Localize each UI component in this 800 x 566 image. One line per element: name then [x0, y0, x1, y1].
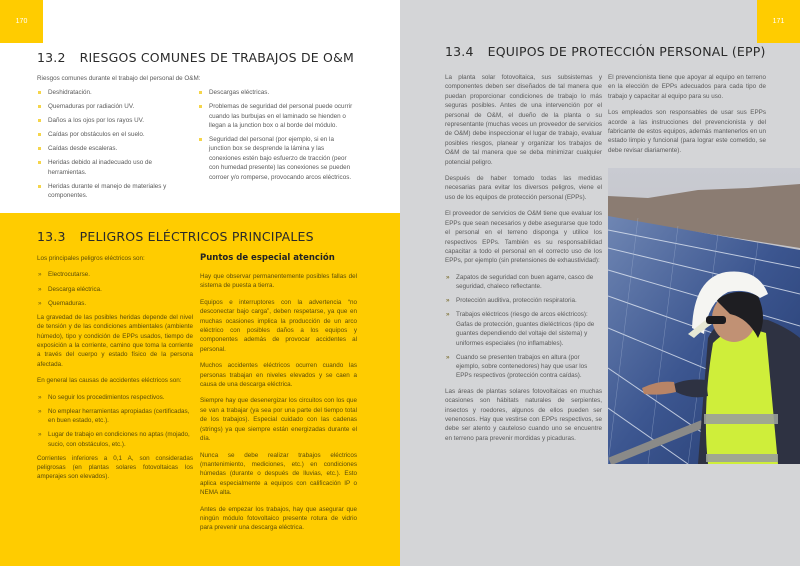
page-number-tab [757, 0, 800, 43]
paragraph: Después de haber tomado todas las medidas necesarias para evitar los diversos peligros, viene el uso de los equipos de protección personal (EPPs). [445, 175, 602, 201]
paragraph: La planta solar fotovoltaica, sus subsistemas y componentes deben ser diseñados de tal manera que puedan proporcionar condiciones de trabajo lo más seguras posibles. Antes de una intervención por el personal de O&M, el dueño de la planta o su representante (muchas veces un proveedor de servicios de O&M) debe inspeccionar el lugar de trabajo, evaluar posibles riesgos, planear y organizar los trabajos de O&M de tal manera que se deba minimizar cualquier potencial peligro. [445, 74, 602, 166]
section-title: RIESGOS COMUNES DE TRABAJOS DE O&M [79, 50, 355, 65]
list-item: Caídas desde escaleras. [37, 144, 177, 153]
list-item: » Quemaduras. [37, 299, 193, 308]
paragraph: Las áreas de plantas solares fotovoltaicas en muchas ocasiones son hábitats naturales de serpientes, insectos y roedores, algunos de ellos pueden ser venenosos. Hay que vestirse con EPPs respectivos, se debe ser atento y cauteloso cuando uno se encuentre en terreno para prevenir mordidas y picaduras. [445, 387, 602, 442]
list-item: » No emplear herramientas apropiadas (certificadas, en buen estado, etc.). [37, 407, 193, 426]
section-title: EQUIPOS DE PROTECCIÓN PERSONAL (EPP) [487, 44, 766, 59]
callout-paragraph: Muchos accidentes eléctricos ocurren cuando las personas trabajan en niveles elevados y se caen a causa de una descarga eléctrica. [200, 362, 357, 389]
section-number: 13.2 [37, 50, 66, 65]
list-item: Daños a los ojos por los rayos UV. [37, 116, 177, 125]
paragraph: El proveedor de servicios de O&M tiene que evaluar los EPPs que sean necesarios y debe asegurarse que todo el personal en el terreno disponga y utilice los respectivos EPPs. También es su responsabilidad capacitar a todo el personal en el correcto uso de los EPPs, por ejemplo (sin pretensiones de exhaustividad): [445, 210, 602, 265]
list-item: Heridas debido al inadecuado uso de herramientas. [37, 158, 177, 177]
hazards-intro: Los principales peligros eléctricos son: [37, 255, 145, 262]
list-item: » Protección auditiva, protección respiratoria. [445, 296, 602, 305]
yellow-section-band [0, 213, 400, 566]
list-item: Problemas de seguridad del personal puede ocurrir cuando las burbujas en el laminado se hienden o llegan a la junction box o al borde del módulo. [198, 102, 353, 130]
solar-worker-photo [608, 168, 800, 464]
photo-illustration [608, 168, 800, 464]
callout-paragraph: Hay que observar permanentemente posibles fallas del sistema de puesta a tierra. [200, 273, 357, 290]
page-number: 170 [15, 18, 28, 25]
callout-paragraph: Siempre hay que desenergizar los circuitos con los que se van a trabajar (ya sea por una parte del tiempo total de los trabajos). Especial cuidado con las cadenas (strings) ya que siempre están energizadas durante el día. [200, 397, 357, 443]
callout-title: Puntos de especial atención [200, 253, 335, 263]
section-intro: Riesgos comunes durante el trabajo del personal de O&M: [37, 75, 201, 82]
section-number: 13.3 [37, 229, 66, 244]
list-item: Deshidratación. [37, 88, 177, 97]
hazards-list [37, 270, 193, 308]
callout-paragraph: Nunca se debe realizar trabajos eléctricos (mantenimiento, mediciones, etc.) en condiciones húmedas (durante o después de lluvias, etc.). Esto aplica especialmente a equipos con calificación IP o NEMA alta. [200, 451, 357, 497]
page-number-tab [0, 0, 43, 43]
list-item: » No seguir los procedimientos respectivos. [37, 393, 193, 402]
list-item: » Descarga eléctrica. [37, 285, 193, 294]
list-item: » Cuando se presenten trabajos en altura (por ejemplo, sobre contenedores) hay que usar los EPPs respectivos (protección contra caídas). [445, 353, 602, 381]
list-item: Quemaduras por radiación UV. [37, 102, 177, 111]
epp-column-left [445, 73, 602, 450]
hazards-column [37, 254, 193, 489]
page-number: 171 [772, 18, 785, 25]
section-title: PELIGROS ELÉCTRICOS PRINCIPALES [79, 229, 314, 244]
causes-list [37, 393, 193, 449]
risk-list-col2 [198, 88, 353, 187]
section-heading-13-3 [37, 229, 314, 244]
list-item: » Lugar de trabajo en condiciones no aptas (mojado, sucio, con obstáculos, etc.). [37, 430, 193, 449]
paragraph: El prevencionista tiene que apoyar al equipo en terreno en la elección de EPPs adecuados para cada tipo de trabajo y capacitar al equipo para su uso. [608, 74, 766, 100]
list-item: » Trabajos eléctricos (riesgo de arcos eléctricos): Gafas de protección, guantes dieléctricos (tipo de guantes dependiendo del voltaje del sistema) y uniformes especiales (no inflamables). [445, 310, 602, 348]
current-paragraph: Corrientes inferiores a 0,1 A, son consideradas peligrosas (en plantas solares fotovoltaicas los amperajes son elevados). [37, 454, 193, 481]
list-item: Seguridad del personal (por ejemplo, si en la junction box se desprende la lámina y las conexiones estén bajo esfuerzo de tracción (peor con humedad presente) las conexiones se pueden corroer y/o romperse, provocando arcos eléctricos. [198, 135, 353, 182]
risk-list-col1 [37, 88, 177, 205]
severity-paragraph: La gravedad de las posibles heridas depende del nivel de tensión y de las condiciones ambientales (ambiente húmedo), tipo y condición de EPPs usados, tiempo de exposición a la corriente, camino que toma la corriente a través del cuerpo y estado físico de la persona afectada. [37, 313, 193, 368]
section-number: 13.4 [445, 44, 474, 59]
callout-paragraph: Antes de empezar los trabajos, hay que asegurar que ningún módulo fotovoltaico presente rotura de vidrio para prevenir una descarga eléctrica. [200, 505, 357, 532]
section-heading-13-2 [37, 50, 354, 65]
causes-intro: En general las causas de accidentes eléctricos son: [37, 377, 182, 385]
list-item: » Zapatos de seguridad con buen agarre, casco de seguridad, chaleco reflectante. [445, 273, 602, 292]
list-item: Descargas eléctricas. [198, 88, 353, 97]
list-item: Caídas por obstáculos en el suelo. [37, 130, 177, 139]
paragraph: Los empleados son responsables de usar sus EPPs acorde a las instrucciones del prevencionista y del fabricante de estos equipos, además mantenerlos en un estado limpio y funcional (para lograr este cometido, se debe revisar diariamente). [608, 109, 766, 154]
callout-paragraph: Equipos e interruptores con la advertencia “no desconectar bajo carga”, deben respetarse, ya que en muchas ocasiones implica la producción de un arco eléctrico con posibles daños a los equipos y componentes además de provocar accidentes al personal. [200, 298, 357, 353]
section-heading-13-4 [445, 44, 766, 59]
special-attention-callout [200, 253, 357, 540]
list-item: Heridas durante el manejo de materiales y componentes. [37, 182, 177, 201]
list-item: » Electrocutarse. [37, 270, 193, 279]
epp-list [445, 273, 602, 381]
epp-column-right [608, 73, 766, 162]
